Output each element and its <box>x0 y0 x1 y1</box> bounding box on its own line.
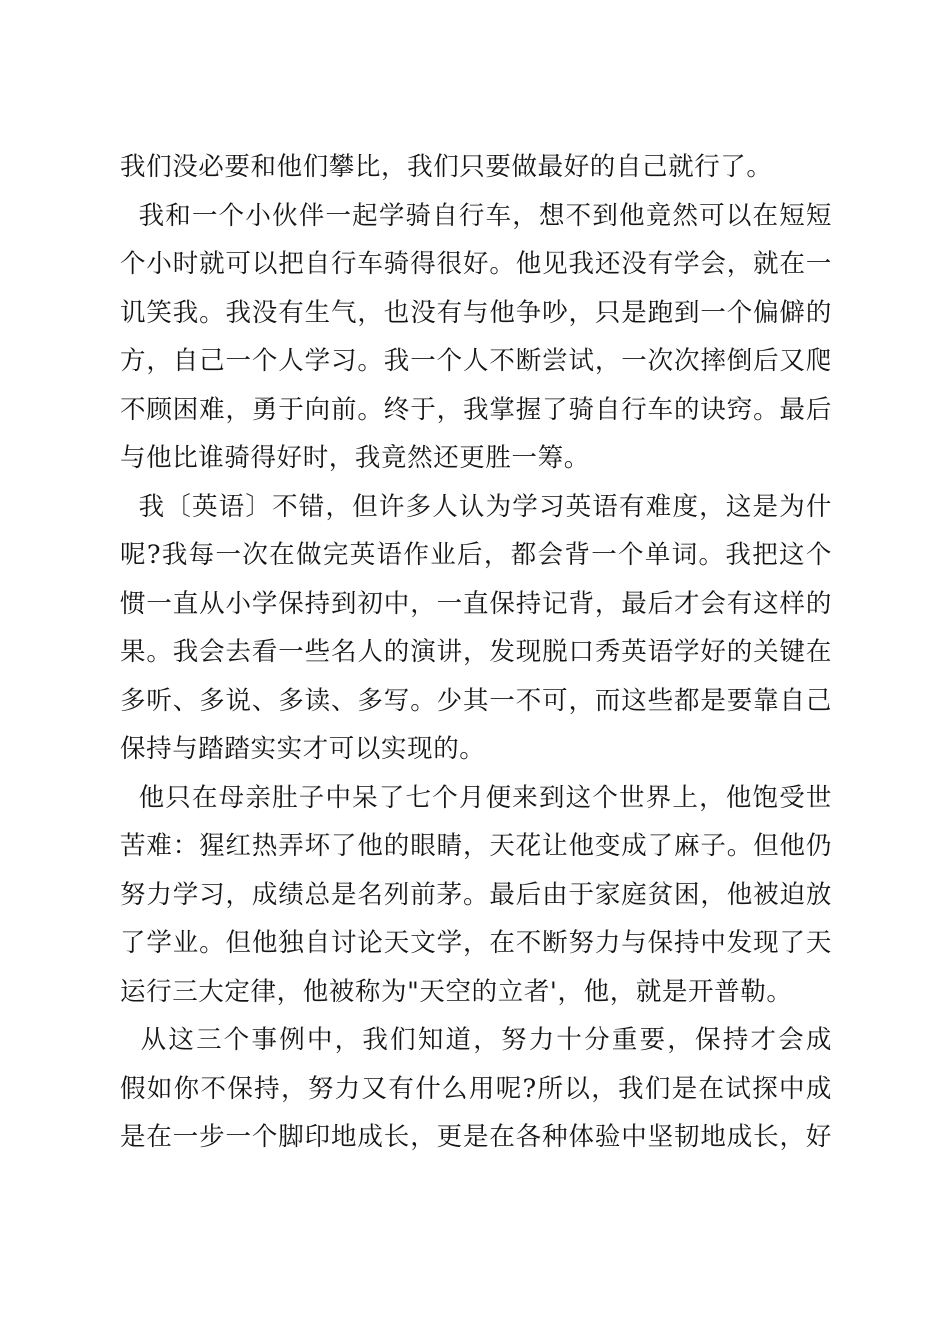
text-line: 是在一步一个脚印地成长，更是在各种体验中坚韧地成长，好 <box>120 1122 832 1152</box>
text-line: 努力学习，成绩总是名列前茅。最后由于家庭贫困，他被迫放 <box>120 879 832 910</box>
text-line: 苦难：猩红热弄坏了他的眼睛，天花让他变成了麻子。但他仍 <box>120 831 832 861</box>
text-line: 了学业。但他独自讨论天文学，在不断努力与保持中发现了天 <box>120 928 832 958</box>
text-line: 我和一个小伙伴一起学骑自行车，想不到他竟然可以在短短 <box>138 200 832 231</box>
text-line: 讥笑我。我没有生气，也没有与他争吵，只是跑到一个偏僻的 <box>120 297 832 328</box>
text-line: 保持与踏踏实实才可以实现的。 <box>120 734 486 764</box>
text-line: 我们没必要和他们攀比，我们只要做最好的自己就行了。 <box>120 152 773 182</box>
text-line: 从这三个事例中，我们知道，努力十分重要，保持才会成 <box>140 1025 832 1055</box>
text-line: 呢?我每一次在做完英语作业后，都会背一个单词。我把这个 <box>120 540 832 570</box>
text-line: 方，自己一个人学习。我一个人不断尝试，一次次摔倒后又爬 <box>120 346 832 376</box>
text-line: 运行三大定律，他被称为"天空的立者'，他，就是开普勒。 <box>120 976 793 1007</box>
text-line: 果。我会去看一些名人的演讲，发现脱口秀英语学好的关键在 <box>120 637 832 667</box>
text-line: 我〔英语〕不错，但许多人认为学习英语有难度，这是为什 <box>138 491 832 522</box>
text-line: 假如你不保持，努力又有什么用呢?所以，我们是在试探中成 <box>120 1073 832 1104</box>
text-line: 惯一直从小学保持到初中，一直保持记背，最后才会有这样的 <box>120 588 832 619</box>
text-line: 多听、多说、多读、多写。少其一不可，而这些都是要靠自己 <box>120 685 832 716</box>
text-line: 与他比谁骑得好时，我竟然还更胜一筹。 <box>120 443 590 473</box>
text-line: 他只在母亲肚子中呆了七个月便来到这个世界上，他饱受世 <box>138 782 832 813</box>
text-line: 不顾困难，勇于向前。终于，我掌握了骑自行车的诀窍。最后 <box>120 394 832 425</box>
document-body <box>120 143 832 1162</box>
text-line: 个小时就可以把自行车骑得很好。他见我还没有学会，就在一 <box>120 249 832 279</box>
